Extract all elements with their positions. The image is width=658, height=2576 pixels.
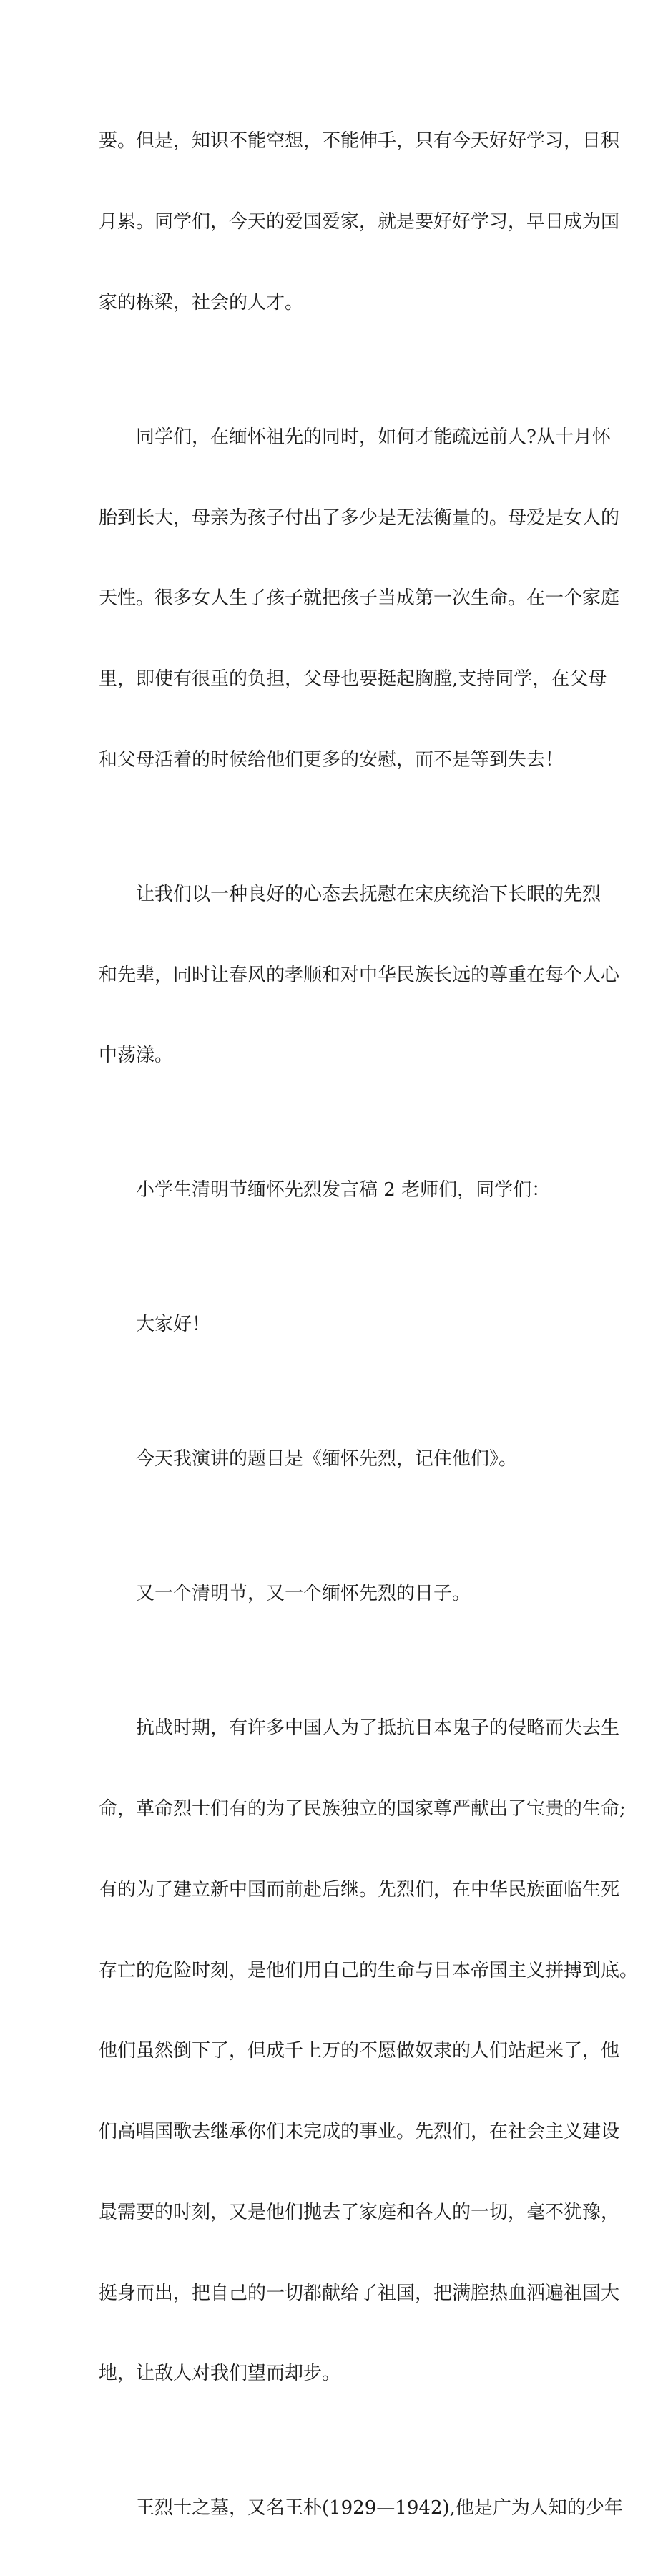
text-line: 天性。很多女人生了孩子就把孩子当成第一次生命。在一个家庭 [99, 587, 620, 610]
paragraph [99, 1527, 564, 1662]
paragraph [99, 1662, 639, 2441]
text-line: 地，让敌人对我们望而却步。 [99, 2363, 341, 2385]
text-line: 月累。同学们，今天的爱国爱家，就是要好好学习，早日成为国 [99, 210, 620, 233]
text-line: 命，革命烈士们有的为了民族独立的国家尊严献出了宝贵的生命; [99, 1798, 626, 1820]
text-line: 同学们，在缅怀祖先的同时，如何才能疏远前人?从十月怀 [136, 426, 611, 448]
paragraph [99, 828, 620, 1124]
text-line: 存亡的危险时刻，是他们用自己的生命与日本帝国主义拼搏到底。 [99, 1959, 639, 1981]
text-line: 要。但是，知识不能空想，不能伸手，只有今天好好学习，日积 [99, 130, 620, 152]
paragraph [99, 74, 620, 371]
text-line: 和父母活着的时候给他们更多的安慰，而不是等到失去！ [99, 748, 564, 771]
text-line: 今天我演讲的题目是《缅怀先烈，记住他们》。 [136, 1448, 518, 1470]
paragraph [99, 371, 620, 828]
text-line: 们高唱国歌去继承你们未完成的事业。先烈们，在社会主义建设 [99, 2121, 620, 2143]
paragraph [99, 1392, 564, 1527]
document-body [99, 74, 639, 2576]
paragraph [99, 2441, 623, 2576]
text-line: 家的栋梁，社会的人才。 [99, 291, 304, 313]
text-line: 里，即使有很重的负担，父母也要挺起胸膛,支持同学，在父母 [99, 668, 607, 691]
text-line: 王烈士之墓，又名王朴(1929—1942),他是广为人知的少年 [136, 2497, 623, 2519]
text-line: 又一个清明节，又一个缅怀先烈的日子。 [136, 1583, 471, 1605]
paragraph [99, 1123, 564, 1258]
text-line: 大家好！ [136, 1314, 211, 1336]
text-line: 有的为了建立新中国而前赴后继。先烈们，在中华民族面临生死 [99, 1878, 620, 1901]
text-line: 最需要的时刻，又是他们抛去了家庭和各人的一切，毫不犹豫， [99, 2201, 620, 2223]
text-line: 中荡漾。 [99, 1045, 174, 1067]
text-line: 他们虽然倒下了，但成千上万的不愿做奴隶的人们站起来了，他 [99, 2040, 620, 2062]
text-line: 挺身而出，把自己的一切都献给了祖国，把满腔热血洒遍祖国大 [99, 2282, 620, 2304]
text-line: 让我们以一种良好的心态去抚慰在宋庆统治下长眠的先烈 [136, 883, 601, 905]
text-line: 和先辈，同时让春风的孝顺和对中华民族长远的尊重在每个人心 [99, 964, 620, 986]
text-line: 胎到长大，母亲为孩子付出了多少是无法衡量的。母爱是女人的 [99, 507, 620, 529]
paragraph [99, 1258, 564, 1392]
text-line: 小学生清明节缅怀先烈发言稿 2 老师们，同学们： [136, 1179, 551, 1201]
text-line: 抗战时期，有许多中国人为了抵抗日本鬼子的侵略而失去生 [136, 1717, 620, 1740]
